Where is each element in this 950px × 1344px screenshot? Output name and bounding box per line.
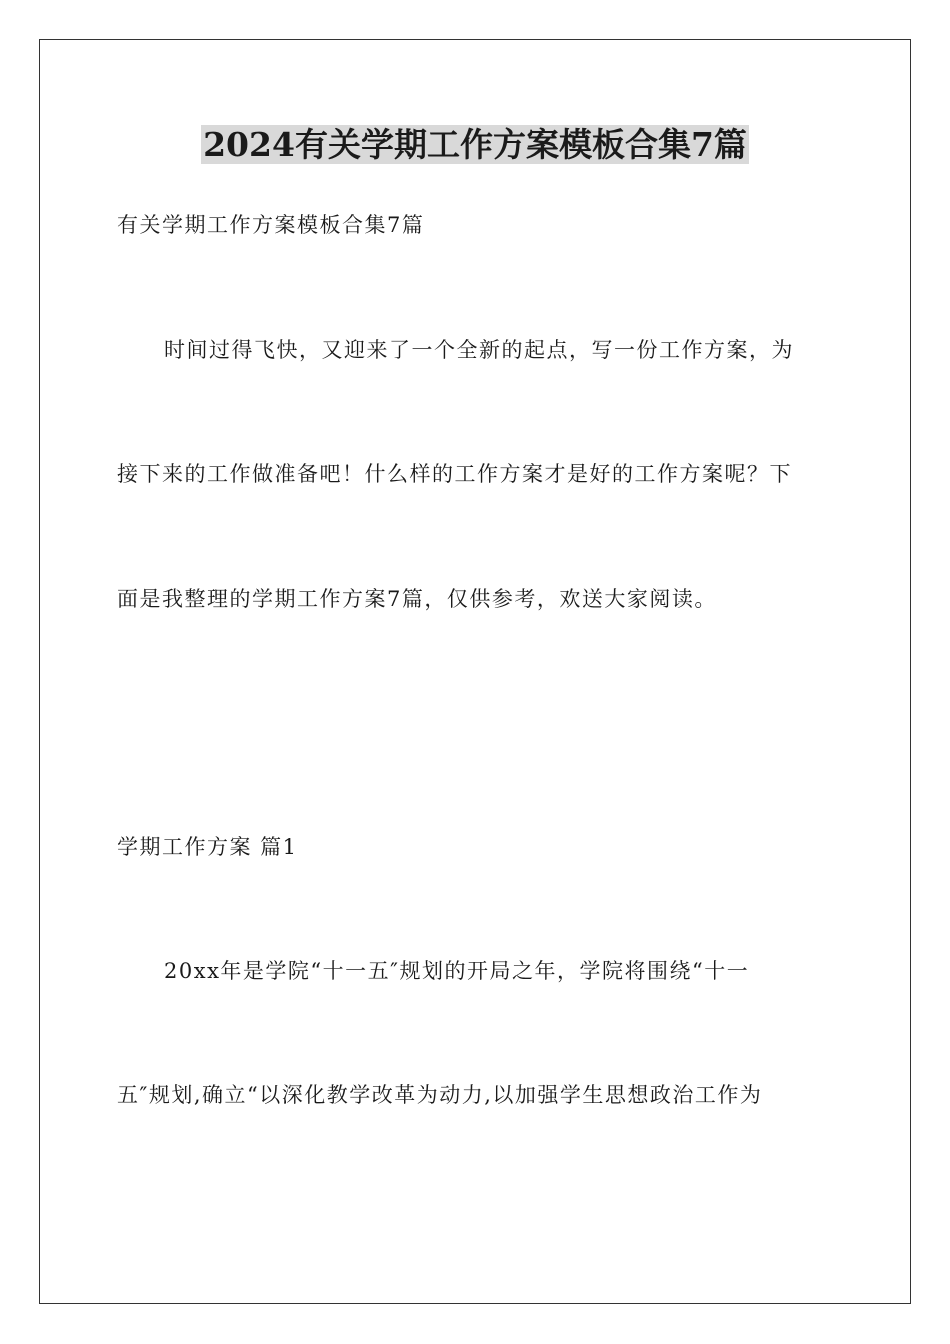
document-subtitle: 有关学期工作方案模板合集7篇 xyxy=(117,213,425,237)
document-title-text: 2024有关学期工作方案模板合集7篇 xyxy=(203,125,747,164)
intro-line-2: 接下来的工作做准备吧！什么样的工作方案才是好的工作方案呢？下 xyxy=(117,462,792,486)
document-title xyxy=(0,122,950,168)
section-heading: 学期工作方案 篇1 xyxy=(117,835,298,859)
section-line-1: 20xx年是学院“十一五″规划的开局之年，学院将围绕“十一 xyxy=(164,959,750,983)
intro-line-3: 面是我整理的学期工作方案7篇，仅供参考，欢送大家阅读。 xyxy=(117,587,717,611)
section-line-2: 五″规划,确立“以深化教学改革为动力,以加强学生思想政治工作为 xyxy=(117,1083,763,1107)
intro-line-1: 时间过得飞快，又迎来了一个全新的起点，写一份工作方案，为 xyxy=(164,338,794,362)
